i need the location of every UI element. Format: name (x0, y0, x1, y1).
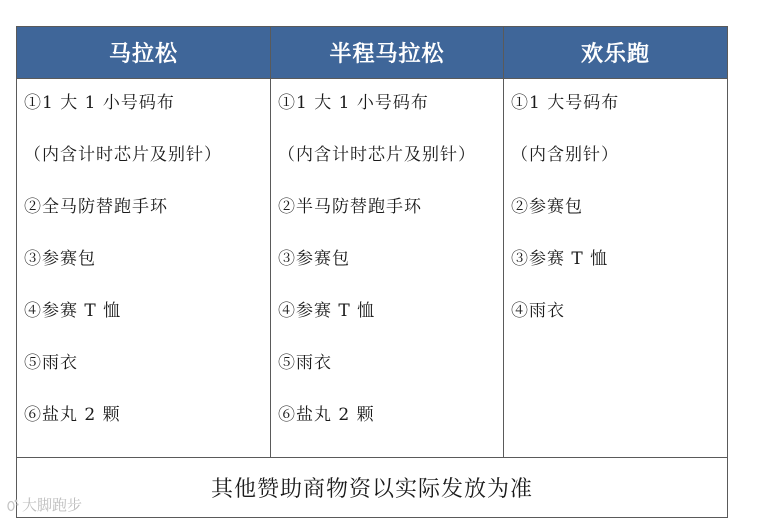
fun-run-items (504, 79, 728, 458)
list-item: （内含计时芯片及别针） (278, 145, 476, 165)
list-item: ④雨衣 (511, 301, 565, 321)
half-marathon-items (271, 79, 504, 458)
sponsor-note: 其他赞助商物资以实际发放为准 (17, 458, 728, 518)
list-item: ⑤雨衣 (24, 353, 78, 373)
watermark-text: 大脚跑步 (22, 497, 83, 514)
list-item: ③参赛 T 恤 (511, 249, 609, 269)
list-item: ②半马防替跑手环 (278, 197, 422, 217)
list-item: ⑤雨衣 (278, 353, 332, 373)
list-item: ③参赛包 (24, 249, 96, 269)
header-half-marathon: 半程马拉松 (271, 27, 504, 79)
list-item: ②全马防替跑手环 (24, 197, 168, 217)
list-item: ④参赛 T 恤 (24, 301, 122, 321)
list-item: ⑥盐丸 2 颗 (278, 405, 375, 425)
header-fun-run: 欢乐跑 (504, 27, 728, 79)
list-item: （内含别针） (511, 145, 619, 165)
list-item: （内含计时芯片及别针） (24, 145, 222, 165)
footprint-icon (6, 498, 20, 512)
list-item: ②参赛包 (511, 197, 583, 217)
race-kit-table (16, 26, 728, 518)
watermark (6, 494, 82, 515)
items-row (17, 79, 728, 458)
marathon-items (17, 79, 271, 458)
footer-row (17, 458, 728, 518)
list-item: ①1 大 1 小号码布 (24, 93, 175, 113)
list-item: ①1 大 1 小号码布 (278, 93, 429, 113)
list-item: ①1 大号码布 (511, 93, 620, 113)
header-marathon: 马拉松 (17, 27, 271, 79)
list-item: ③参赛包 (278, 249, 350, 269)
list-item: ⑥盐丸 2 颗 (24, 405, 121, 425)
list-item: ④参赛 T 恤 (278, 301, 376, 321)
header-row (17, 27, 728, 79)
